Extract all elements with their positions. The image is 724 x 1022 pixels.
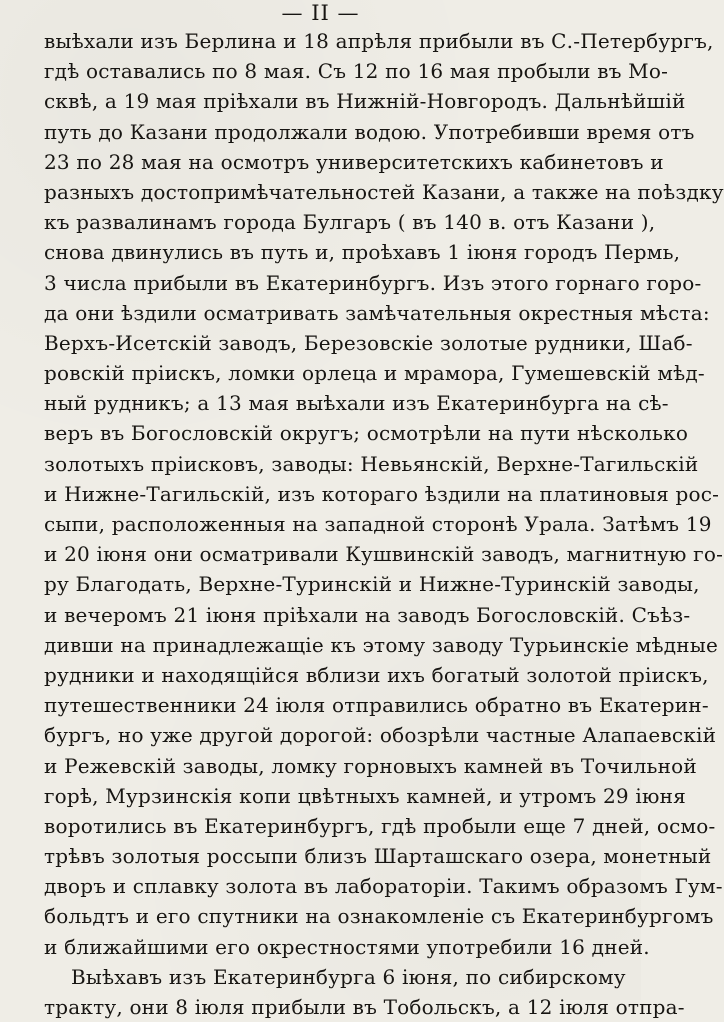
text-line: и вечеромъ 21 іюня пріѣхали на заводъ Богословскій. Съѣз- <box>44 602 691 627</box>
text-line: веръ въ Богословскій округъ; осмотрѣли на пути нѣсколько <box>44 421 689 446</box>
text-line: и 20 іюня они осматривали Кушвинскій заводъ, магнитную го- <box>44 542 724 567</box>
text-line: путь до Казани продолжали водою. Употребивши время отъ <box>44 119 695 144</box>
text-line: горѣ, Мурзинскія копи цвѣтныхъ камней, и утромъ 29 іюня <box>44 783 686 808</box>
text-line: тракту, они 8 іюля прибыли въ Тобольскъ, а 12 іюля отпра- <box>44 995 685 1019</box>
text-line: трѣвъ золотыя россыпи близъ Шарташскаго озера, монетный <box>44 844 712 869</box>
text-line: снова двинулись въ путь и, проѣхавъ 1 іюня городъ Пермь, <box>44 240 681 265</box>
text-line: и ближайшими его окрестностями употребили 16 дней. <box>44 934 650 959</box>
page-number-header: — II — <box>281 1 360 25</box>
text-line: гдѣ оставались по 8 мая. Съ 12 по 16 мая пробыли въ Мо- <box>44 59 669 84</box>
text-line: путешественники 24 іюля отправились обратно въ Екатерин- <box>44 693 709 718</box>
text-line: ру Благодать, Верхне-Туринскій и Нижне-Туринскій заводы, <box>44 572 700 597</box>
text-line: выѣхали изъ Берлина и 18 апрѣля прибыли въ С.-Петербургъ, <box>44 29 714 53</box>
text-line: 23 по 28 мая на осмотръ университетскихъ кабинетовъ и <box>44 149 664 174</box>
text-line: Выѣхавъ изъ Екатеринбурга 6 іюня, по сибирскому <box>71 964 626 989</box>
text-line: сыпи, расположенныя на западной сторонѣ Урала. Затѣмъ 19 <box>44 512 712 536</box>
text-line: къ развалинамъ города Булгаръ ( въ 140 в. отъ Казани ), <box>44 210 656 235</box>
text-line: да они ѣздили осматривать замѣчательныя окрестныя мѣста: <box>44 300 710 325</box>
text-line: и Режевскій заводы, ломку горновыхъ камней въ Точильной <box>44 753 697 778</box>
text-line: рудники и находящійся вблизи ихъ богатый золотой пріискъ, <box>44 662 709 687</box>
text-line: 3 числа прибыли въ Екатеринбургъ. Изъ этого горнаго горо- <box>44 270 702 295</box>
body-text <box>44 26 724 1022</box>
text-line: воротились въ Екатеринбургъ, гдѣ пробыли еще 7 дней, осмо- <box>44 813 716 838</box>
text-line: больдтъ и его спутники на ознакомленіе съ Екатеринбургомъ <box>44 904 714 929</box>
text-line: Верхъ-Исетскій заводъ, Березовскіе золотые рудники, Шаб- <box>44 330 693 355</box>
text-line: дворъ и сплавку золота въ лабораторіи. Такимъ образомъ Гум- <box>44 874 723 899</box>
text-line: разныхъ достопримѣчательностей Казани, а также на поѣздку <box>44 179 724 204</box>
text-line: ный рудникъ; а 13 мая выѣхали изъ Екатеринбурга на сѣ- <box>44 391 669 416</box>
text-line: и Нижне-Тагильскій, изъ котораго ѣздили на платиновыя рос- <box>44 481 720 506</box>
text-line: дивши на принадлежащіе къ этому заводу Турьинскіе мѣдные <box>44 632 718 657</box>
text-line: сквѣ, а 19 мая пріѣхали въ Нижній-Новгородъ. Дальнѣйшій <box>44 89 686 114</box>
text-line: бургъ, но уже другой дорогой: обозрѣли частные Алапаевскій <box>44 723 717 748</box>
text-line: золотыхъ пріисковъ, заводы: Невьянскій, Верхне-Тагильскій <box>44 451 699 476</box>
text-line: ровскій пріискъ, ломки орлеца и мрамора, Гумешевскій мѣд- <box>44 361 705 386</box>
